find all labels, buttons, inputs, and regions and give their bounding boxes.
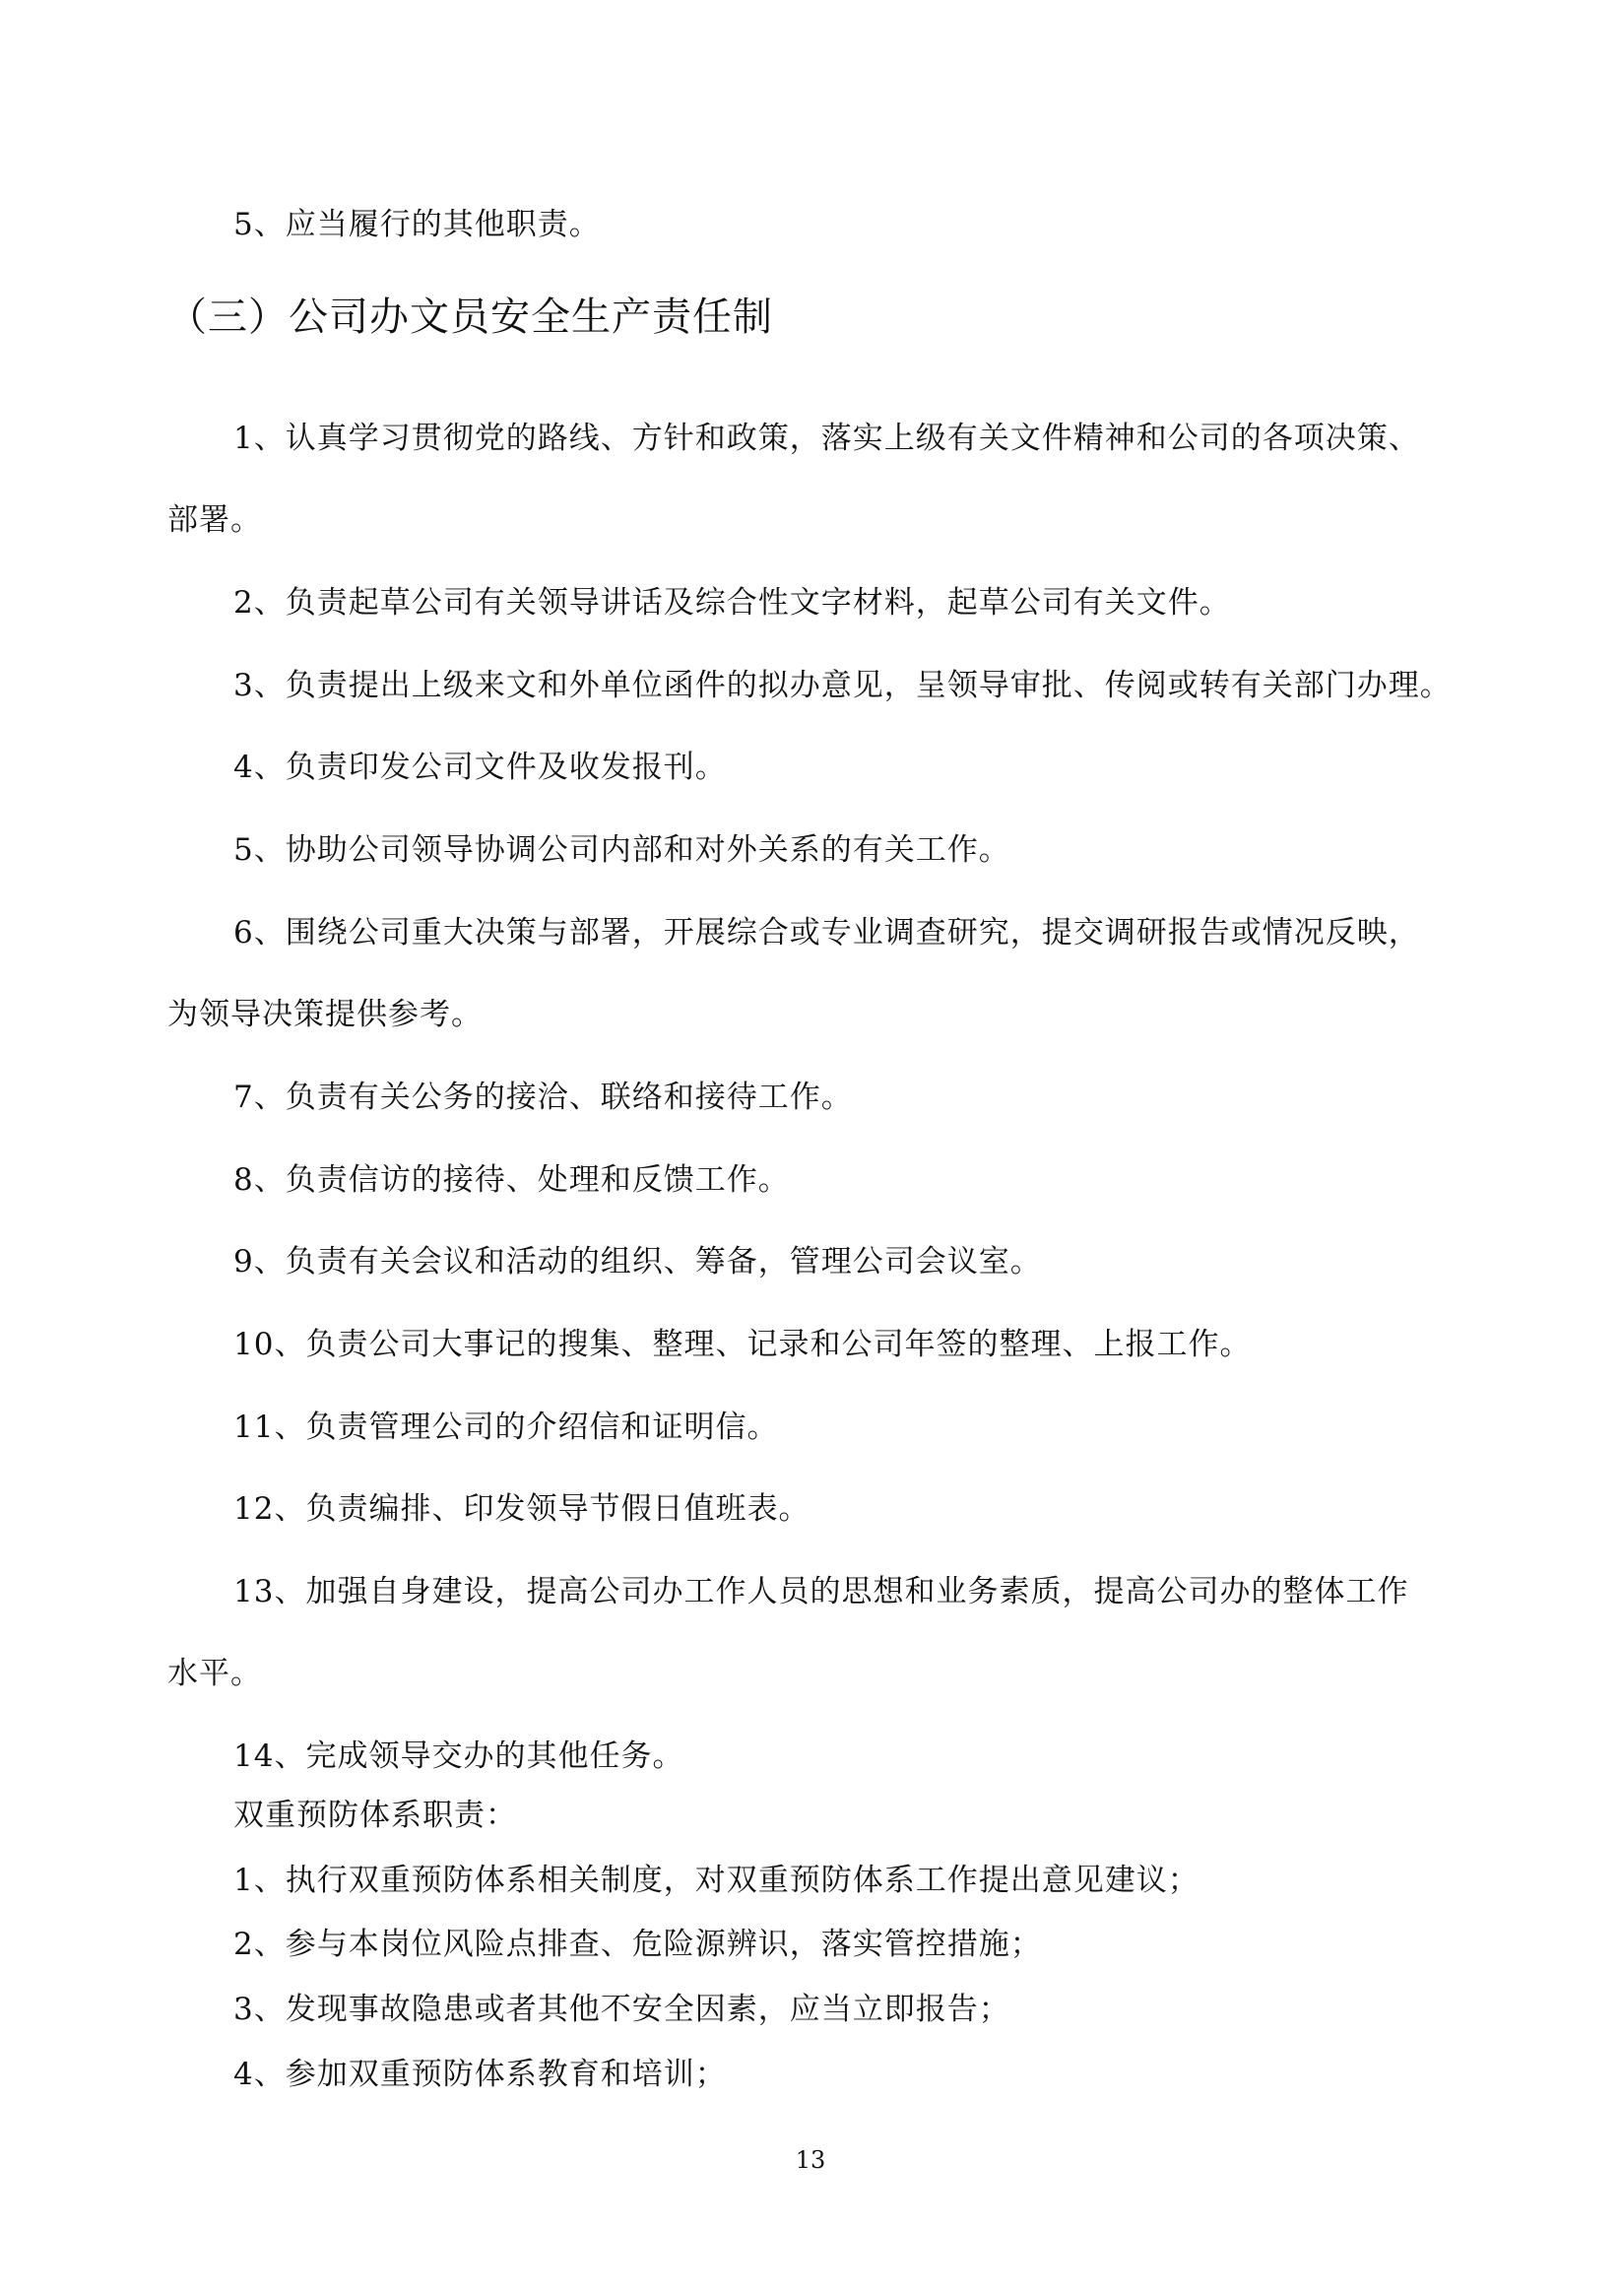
list-item: 2、参与本岗位风险点排查、危险源辨识，落实管控措施； bbox=[233, 1927, 1042, 1962]
list-item: 5、应当履行的其他职责。 bbox=[233, 207, 601, 242]
list-item: 4、负责印发公司文件及收发报刊。 bbox=[233, 750, 727, 785]
list-item: 13、加强自身建设，提高公司办工作人员的思想和业务素质，提高公司办的整体工作 bbox=[233, 1574, 1409, 1609]
list-item: 1、认真学习贯彻党的路线、方针和政策，落实上级有关文件精神和公司的各项决策、 bbox=[233, 421, 1420, 456]
list-item: 2、负责起草公司有关领导讲话及综合性文字材料，起草公司有关文件。 bbox=[233, 585, 1231, 621]
list-item: 1、执行双重预防体系相关制度，对双重预防体系工作提出意见建议； bbox=[233, 1863, 1200, 1898]
list-item: 11、负责管理公司的介绍信和证明信。 bbox=[233, 1410, 779, 1445]
list-item-continuation: 部署。 bbox=[167, 502, 262, 538]
list-item: 12、负责编排、印发领导节假日值班表。 bbox=[233, 1491, 810, 1527]
list-item: 5、协助公司领导协调公司内部和对外关系的有关工作。 bbox=[233, 832, 1010, 868]
list-item: 8、负责信访的接待、处理和反馈工作。 bbox=[233, 1162, 790, 1198]
list-item-continuation: 水平。 bbox=[167, 1656, 262, 1691]
list-item: 9、负责有关会议和活动的组织、筹备，管理公司会议室。 bbox=[233, 1244, 1042, 1279]
list-item-continuation: 为领导决策提供参考。 bbox=[167, 997, 483, 1032]
section-heading: （三）公司办文员安全生产责任制 bbox=[167, 295, 773, 340]
list-item: 14、完成领导交办的其他任务。 bbox=[233, 1738, 684, 1774]
list-item: 3、发现事故隐患或者其他不安全因素，应当立即报告； bbox=[233, 1992, 1010, 2027]
list-item: 10、负责公司大事记的搜集、整理、记录和公司年签的整理、上报工作。 bbox=[233, 1327, 1252, 1362]
dual-prevention-title: 双重预防体系职责： bbox=[233, 1798, 517, 1833]
list-item: 3、负责提出上级来文和外单位函件的拟办意见，呈领导审批、传阅或转有关部门办理。 bbox=[233, 668, 1452, 703]
list-item: 7、负责有关公务的接洽、联络和接待工作。 bbox=[233, 1080, 853, 1115]
list-item: 4、参加双重预防体系教育和培训； bbox=[233, 2057, 727, 2092]
list-item: 6、围绕公司重大决策与部署，开展综合或专业调查研究，提交调研报告或情况反映， bbox=[233, 915, 1420, 951]
page-number: 13 bbox=[795, 2146, 826, 2174]
